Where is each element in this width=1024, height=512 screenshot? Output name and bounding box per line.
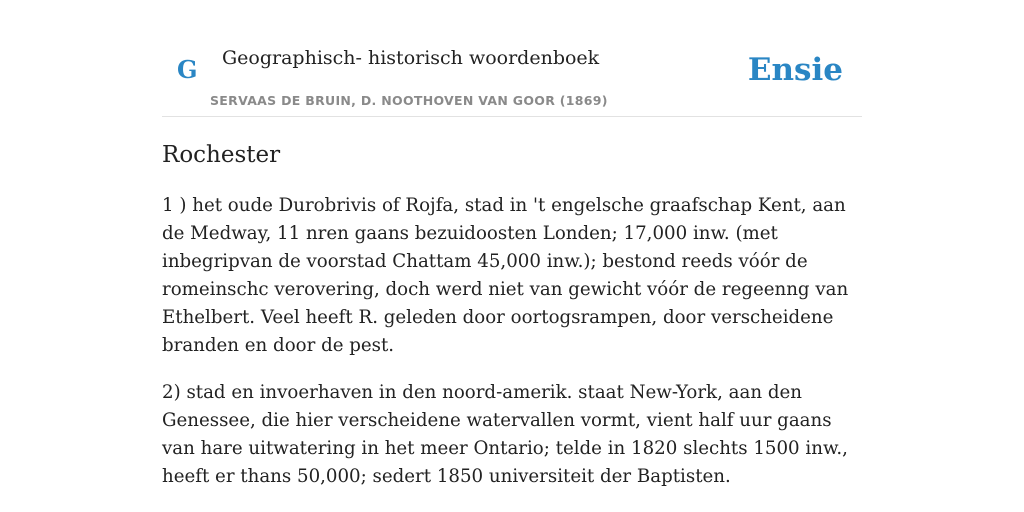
entry-title: Rochester [162, 142, 281, 168]
entry-body [162, 192, 862, 510]
book-letter-icon[interactable]: G [177, 55, 198, 84]
ensie-logo-link[interactable]: Ensie [747, 52, 843, 88]
book-header [162, 0, 862, 117]
entry-paragraph-1: 1 ) het oude Durobrivis of Rojfa, stad in 't engelsche graafschap Kent, aan de Medway, 11 nren gaans bezuidoosten Londen; 17,000 inw. (met inbegripvan de voorstad Chattam 45,000 inw.); bestond reeds vóór de romeinschc verovering, doch werd niet van gewicht vóór de regeenng van Ethelbert. Veel heeft R. geleden door oortogsrampen, door verscheidene branden en door de pest. [162, 195, 849, 356]
book-title-link[interactable]: Geographisch- historisch woordenboek [222, 47, 600, 69]
book-author: SERVAAS DE BRUIN, D. NOOTHOVEN VAN GOOR (1869) [210, 93, 608, 108]
entry-paragraph-2: 2) stad en invoerhaven in den noord-amerik. staat New-York, aan den Genessee, die hier verscheidene watervallen vormt, vient half uur gaans van hare uitwatering in het meer Ontario; telde in 1820 slechts 1500 inw., heeft er thans 50,000; sedert 1850 universiteit der Baptisten. [162, 382, 848, 487]
